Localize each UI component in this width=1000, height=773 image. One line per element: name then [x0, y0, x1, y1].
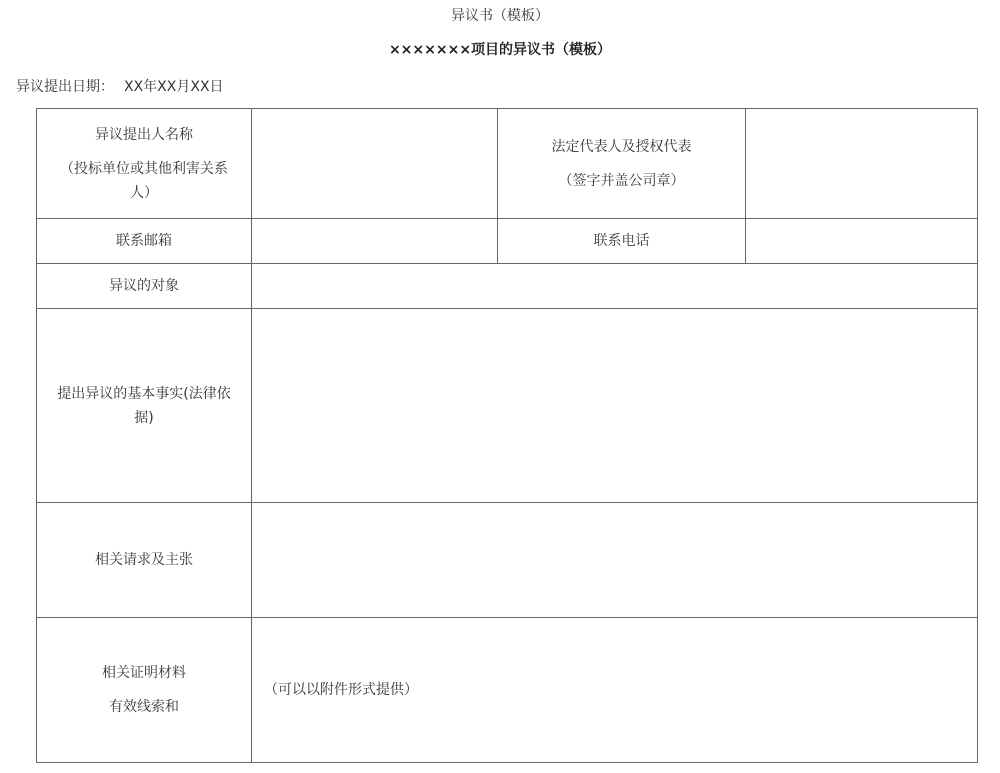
basic-facts-label-cell — [37, 309, 252, 503]
table-row — [37, 264, 978, 309]
evidence-label-cell — [37, 618, 252, 763]
legal-rep-field[interactable] — [746, 109, 978, 219]
evidence-field[interactable] — [252, 618, 978, 763]
objector-name-label-cell — [37, 109, 252, 219]
table-row — [37, 503, 978, 618]
evidence-note: （可以以附件形式提供） — [264, 682, 418, 698]
contact-phone-label: 联系电话 — [498, 219, 746, 264]
objector-name-note: （投标单位或其他利害关系 — [60, 160, 228, 177]
basic-facts-field[interactable] — [252, 309, 978, 503]
objector-name-label: 异议提出人名称 — [95, 126, 193, 143]
objection-form-table — [36, 108, 978, 763]
objection-object-field[interactable] — [252, 264, 978, 309]
document-heading: ×××××××项目的异议书（模板） — [388, 42, 612, 58]
basic-facts-label: 提出异议的基本事实(法律依 — [57, 385, 231, 402]
table-row — [37, 309, 978, 503]
requests-label: 相关请求及主张 — [37, 503, 252, 618]
contact-email-field[interactable] — [252, 219, 498, 264]
document-title: 异议书（模板） — [451, 8, 549, 24]
date-label: 异议提出日期： — [16, 79, 114, 95]
legal-rep-label: 法定代表人及授权代表 — [551, 138, 692, 155]
basic-facts-label-cont: 据) — [134, 409, 154, 426]
date-value: XX年XX月XX日 — [124, 79, 224, 95]
requests-field[interactable] — [252, 503, 978, 618]
contact-email-label: 联系邮箱 — [37, 219, 252, 264]
objector-name-note-cont: 人） — [130, 184, 158, 201]
legal-rep-note: （签字并盖公司章） — [558, 172, 685, 189]
table-row — [37, 109, 978, 219]
evidence-label: 相关证明材料 — [102, 665, 186, 681]
objector-name-field[interactable] — [252, 109, 498, 219]
evidence-label-cont: 有效线索和 — [109, 699, 179, 715]
legal-rep-label-cell — [498, 109, 746, 219]
table-row — [37, 219, 978, 264]
table-row — [37, 618, 978, 763]
date-line — [16, 77, 224, 97]
contact-phone-field[interactable] — [746, 219, 978, 264]
objection-object-label: 异议的对象 — [37, 264, 252, 309]
